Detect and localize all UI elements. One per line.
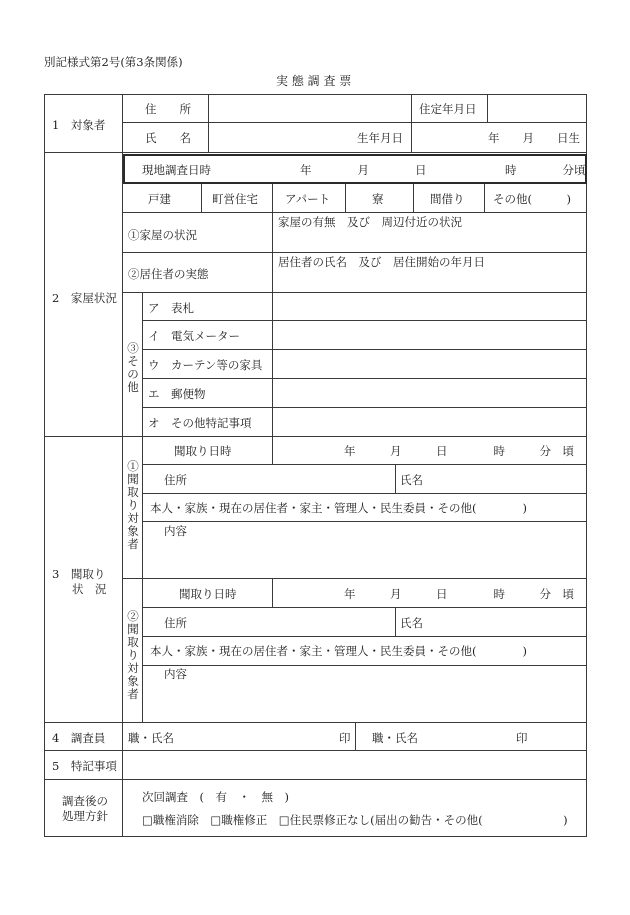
birth-date-label: 生年月日 <box>357 131 403 145</box>
interview2-datetime-value: 年 月 日 時 分 頃 <box>344 587 574 601</box>
section2-label: 2 家屋状況 <box>52 291 117 305</box>
interview1-datetime-value: 年 月 日 時 分 頃 <box>344 444 574 458</box>
other-item-electric-meter: イ 電気メーター <box>148 329 240 343</box>
interview1-relation: 本人・家族・現在の居住者・家主・管理人・民生委員・その他( ) <box>150 501 527 515</box>
other-item-curtains: ウ カーテン等の家具 <box>148 358 263 372</box>
interview2-relation: 本人・家族・現在の居住者・家主・管理人・民生委員・その他( ) <box>150 644 527 658</box>
section4-label: 4 調査員 <box>52 731 106 745</box>
interview1-content-field[interactable] <box>143 522 585 577</box>
form-number: 別記様式第2号(第3条関係) <box>44 55 183 69</box>
next-survey-choice[interactable]: 次回調査 ( 有 ・ 無 ) <box>142 790 289 804</box>
address-field[interactable] <box>209 95 410 121</box>
interview1-datetime-label: 聞取り日時 <box>174 444 232 458</box>
interview1-name-label: 氏名 <box>400 473 423 487</box>
housing-type-detached[interactable]: 戸建 <box>148 192 171 206</box>
name-field[interactable] <box>209 123 349 151</box>
section3-label-line2: 状 況 <box>72 582 107 596</box>
interview2-content-field[interactable] <box>143 666 585 721</box>
move-in-date-label: 住定年月日 <box>419 102 477 116</box>
disposal-options[interactable]: □職権消除 □職権修正 □住民票修正なし(届出の勧告・その他( ) <box>142 813 568 827</box>
interview2-side-label: ②聞取り対象者 <box>127 609 139 701</box>
investigator2-label: 職・氏名 <box>372 731 418 745</box>
residents-label: ②居住者の実態 <box>128 267 209 281</box>
survey-datetime-label: 現地調査日時 <box>142 163 211 177</box>
section1-label: 1 対象者 <box>52 118 106 132</box>
disposal-label-line2: 処理方針 <box>62 809 108 823</box>
remarks-field[interactable] <box>123 751 585 778</box>
disposal-label-line1: 調査後の <box>62 794 108 808</box>
interview2-content-label: 内容 <box>164 667 187 681</box>
housing-type-dormitory[interactable]: 寮 <box>372 192 384 206</box>
interview2-datetime-label: 聞取り日時 <box>179 587 237 601</box>
housing-type-apartment[interactable]: アパート <box>285 192 331 206</box>
interview2-name-label: 氏名 <box>400 616 423 630</box>
investigator1-label: 職・氏名 <box>128 731 174 745</box>
other-item-remarks: オ その他特記事項 <box>148 416 252 430</box>
survey-time-value: 時 分頃 <box>505 163 586 177</box>
other-side-label: ③その他 <box>127 341 139 394</box>
residents-note: 居住者の氏名 及び 居住開始の年月日 <box>278 255 485 269</box>
housing-type-room-rental[interactable]: 間借り <box>430 192 465 206</box>
interview1-address-label: 住所 <box>164 473 187 487</box>
move-in-date-field[interactable] <box>488 95 585 121</box>
survey-date-value: 年 月 日 <box>300 163 427 177</box>
housing-type-other[interactable]: その他( ) <box>493 192 571 206</box>
house-condition-note: 家屋の有無 及び 周辺付近の状況 <box>278 215 462 229</box>
section5-label: 5 特記事項 <box>52 759 117 773</box>
investigator1-seal: 印 <box>339 731 351 745</box>
birth-date-value: 年 月 日生 <box>488 131 580 145</box>
interview1-content-label: 内容 <box>164 524 187 538</box>
investigator2-seal: 印 <box>516 731 528 745</box>
section3-label: 3 聞取り <box>52 567 106 581</box>
interview1-side-label: ①聞取り対象者 <box>127 459 139 551</box>
other-item-mail: エ 郵便物 <box>148 387 206 401</box>
housing-type-town-housing[interactable]: 町営住宅 <box>212 192 258 206</box>
house-condition-label: ①家屋の状況 <box>128 228 197 242</box>
address-label: 住 所 <box>145 102 191 116</box>
form-title: 実 態 調 査 票 <box>276 74 352 88</box>
interview2-address-label: 住所 <box>164 616 187 630</box>
name-label: 氏 名 <box>145 131 191 145</box>
other-item-nameplate: ア 表札 <box>148 301 194 315</box>
